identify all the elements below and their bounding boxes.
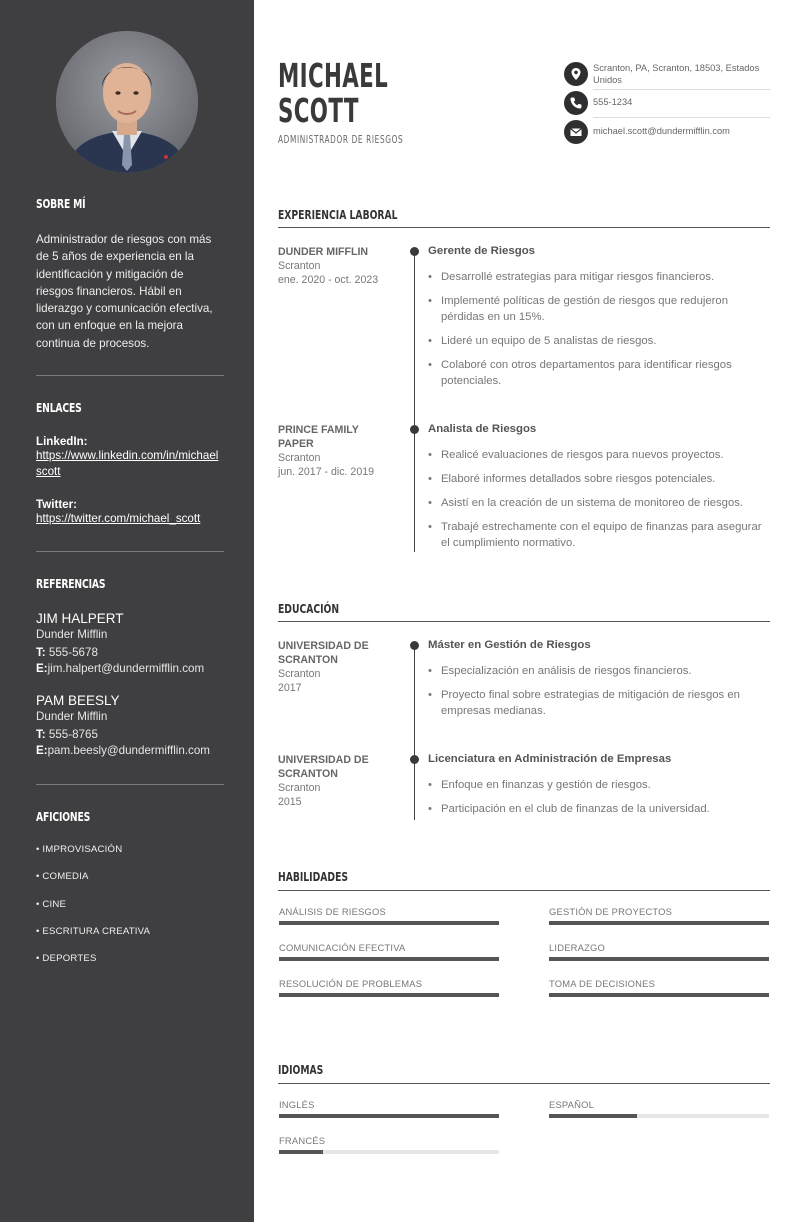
entry-title: Máster en Gestión de Riesgos bbox=[428, 639, 591, 651]
linkedin-url[interactable]: https://www.linkedin.com/in/michaelscott bbox=[36, 449, 219, 478]
entry-bullet: • Participación en el club de finanzas de la universidad. bbox=[428, 801, 770, 817]
language-item bbox=[279, 1135, 499, 1146]
skill-bar bbox=[279, 957, 499, 961]
entry-dates: ene. 2020 - oct. 2023 bbox=[278, 274, 379, 286]
name-last: SCOTT bbox=[278, 91, 359, 130]
entry-bullet: • Colaboré con otros departamentos para identificar riesgos potenciales. bbox=[428, 357, 770, 389]
sidebar-divider bbox=[36, 375, 224, 376]
skill-name: COMUNICACIÓN EFECTIVA bbox=[279, 942, 406, 953]
entry-bullet: • Elaboré informes detallados sobre riesgos potenciales. bbox=[428, 471, 770, 487]
skills-heading: HABILIDADES bbox=[278, 869, 349, 884]
timeline-dot bbox=[410, 641, 419, 650]
language-name: FRANCÉS bbox=[279, 1135, 326, 1146]
hobby-item: • DEPORTES bbox=[36, 953, 97, 964]
skill-item bbox=[549, 942, 769, 953]
entry-bullet: • Proyecto final sobre estrategias de mitigación de riesgos en empresas medianas. bbox=[428, 687, 770, 719]
envelope-icon bbox=[564, 120, 588, 144]
skill-bar-fill bbox=[549, 957, 769, 961]
timeline-dot bbox=[410, 247, 419, 256]
skill-bar bbox=[279, 993, 499, 997]
skill-item bbox=[279, 978, 499, 989]
timeline-dot bbox=[410, 425, 419, 434]
language-bar bbox=[279, 1150, 499, 1154]
entry-bullet: • Enfoque en finanzas y gestión de riesgos. bbox=[428, 777, 770, 793]
sidebar-divider bbox=[36, 784, 224, 785]
entry-title: Licenciatura en Administración de Empresas bbox=[428, 753, 672, 765]
entry-bullet: • Realicé evaluaciones de riesgos para nuevos proyectos. bbox=[428, 447, 770, 463]
profile-photo bbox=[56, 31, 198, 173]
entry-dates: 2015 bbox=[278, 796, 302, 808]
skill-bar bbox=[549, 957, 769, 961]
skill-name: TOMA DE DECISIONES bbox=[549, 978, 656, 989]
section-rule bbox=[278, 227, 770, 228]
skill-bar-fill bbox=[279, 957, 499, 961]
entry-location: Scranton bbox=[278, 668, 321, 680]
contact-divider bbox=[593, 89, 770, 90]
about-heading: SOBRE MÍ bbox=[36, 196, 86, 211]
experience-timeline bbox=[414, 251, 415, 552]
language-bar-fill bbox=[549, 1114, 637, 1118]
skill-name: LIDERAZGO bbox=[549, 942, 605, 953]
hobby-item: • CINE bbox=[36, 899, 67, 910]
skill-name: ANÁLISIS DE RIESGOS bbox=[279, 906, 386, 917]
entry-title: Gerente de Riesgos bbox=[428, 245, 535, 257]
reference-email-label: E: bbox=[36, 744, 48, 757]
link-label: Twitter: bbox=[36, 498, 78, 511]
section-rule bbox=[278, 890, 770, 891]
language-bar bbox=[279, 1114, 499, 1118]
language-bar-fill bbox=[279, 1150, 323, 1154]
skill-bar bbox=[549, 921, 769, 925]
reference-name: PAM BEESLY bbox=[36, 693, 120, 708]
skill-bar-fill bbox=[549, 921, 769, 925]
sidebar bbox=[0, 0, 254, 1222]
link-twitter bbox=[36, 498, 224, 527]
reference-email-label: E: bbox=[36, 662, 48, 675]
hobby-item: • IMPROVISACIÓN bbox=[36, 844, 123, 855]
skill-bar bbox=[279, 921, 499, 925]
hobbies-heading: AFICIONES bbox=[36, 809, 91, 824]
person-name bbox=[278, 58, 388, 128]
skill-bar-fill bbox=[279, 993, 499, 997]
reference-phone: 555-5678 bbox=[48, 646, 98, 659]
entry-location: Scranton bbox=[278, 782, 321, 794]
skill-item bbox=[549, 978, 769, 989]
twitter-url[interactable]: https://twitter.com/michael_scott bbox=[36, 512, 201, 525]
experience-heading: EXPERIENCIA LABORAL bbox=[278, 207, 398, 222]
reference-email: jim.halpert@dundermifflin.com bbox=[47, 662, 205, 675]
reference-phone-label: T: bbox=[36, 728, 46, 741]
languages-heading: IDIOMAS bbox=[278, 1062, 324, 1077]
reference-name: JIM HALPERT bbox=[36, 611, 124, 626]
entry-org: PRINCE FAMILY PAPER bbox=[278, 424, 359, 450]
education-heading: EDUCACIÓN bbox=[278, 601, 340, 616]
sidebar-divider bbox=[36, 551, 224, 552]
entry-org: UNIVERSIDAD DE SCRANTON bbox=[278, 754, 369, 780]
language-item bbox=[279, 1099, 499, 1110]
entry-location: Scranton bbox=[278, 452, 321, 464]
reference-company: Dunder Mifflin bbox=[36, 710, 108, 723]
entry-bullet: • Implementé políticas de gestión de riesgos que redujeron pérdidas en un 15%. bbox=[428, 293, 770, 325]
entry-dates: jun. 2017 - dic. 2019 bbox=[278, 466, 375, 478]
entry-title: Analista de Riesgos bbox=[428, 423, 537, 435]
skill-bar bbox=[549, 993, 769, 997]
entry-bullet: • Especialización en análisis de riesgos financieros. bbox=[428, 663, 770, 679]
timeline-dot bbox=[410, 755, 419, 764]
entry-bullet: • Lideré un equipo de 5 analistas de riesgos. bbox=[428, 333, 770, 349]
reference-item bbox=[36, 611, 224, 677]
skill-bar-fill bbox=[549, 993, 769, 997]
about-text: Administrador de riesgos con más de 5 años de experiencia en la identificación y mitigación de riesgos financieros. Hábil en liderazgo y comunicación efectiva, con un enfoque en la mejora continua de procesos. bbox=[36, 233, 213, 350]
name-first: MICHAEL bbox=[278, 56, 389, 95]
main-content bbox=[278, 0, 770, 1222]
contact-divider bbox=[593, 117, 770, 118]
entry-location: Scranton bbox=[278, 260, 321, 272]
reference-phone-label: T: bbox=[36, 646, 46, 659]
link-label: LinkedIn: bbox=[36, 435, 88, 448]
language-name: ESPAÑOL bbox=[549, 1099, 594, 1110]
reference-company: Dunder Mifflin bbox=[36, 628, 108, 641]
map-pin-icon bbox=[564, 62, 588, 86]
links-heading: ENLACES bbox=[36, 400, 82, 415]
hobby-item: • COMEDIA bbox=[36, 871, 89, 882]
language-bar bbox=[549, 1114, 769, 1118]
entry-bullet: • Trabajé estrechamente con el equipo de finanzas para asegurar el cumplimiento normativo. bbox=[428, 519, 770, 551]
section-rule bbox=[278, 1083, 770, 1084]
phone-text: 555-1234 bbox=[593, 97, 633, 107]
skill-item bbox=[549, 906, 769, 917]
phone-icon bbox=[564, 91, 588, 115]
address-text: Scranton, PA, Scranton, 18503, Estados Unidos bbox=[593, 63, 760, 85]
language-bar-fill bbox=[279, 1114, 499, 1118]
hobby-item: • ESCRITURA CREATIVA bbox=[36, 926, 151, 937]
entry-dates: 2017 bbox=[278, 682, 302, 694]
entry-bullet: • Desarrollé estrategias para mitigar riesgos financieros. bbox=[428, 269, 770, 285]
reference-email: pam.beesly@dundermifflin.com bbox=[47, 744, 210, 757]
references-heading: REFERENCIAS bbox=[36, 576, 106, 591]
skill-item bbox=[279, 906, 499, 917]
skill-name: RESOLUCIÓN DE PROBLEMAS bbox=[279, 978, 423, 989]
language-name: INGLÉS bbox=[279, 1099, 315, 1110]
entry-org: DUNDER MIFFLIN bbox=[278, 246, 369, 258]
education-timeline bbox=[414, 645, 415, 820]
email-text[interactable]: michael.scott@dundermifflin.com bbox=[593, 126, 730, 136]
entry-org: UNIVERSIDAD DE SCRANTON bbox=[278, 640, 369, 666]
reference-item bbox=[36, 693, 224, 759]
link-linkedin bbox=[36, 435, 224, 480]
skill-name: GESTIÓN DE PROYECTOS bbox=[549, 906, 673, 917]
person-role: ADMINISTRADOR DE RIESGOS bbox=[278, 134, 404, 146]
section-rule bbox=[278, 621, 770, 622]
skill-item bbox=[279, 942, 499, 953]
skill-bar-fill bbox=[279, 921, 499, 925]
entry-bullet: • Asistí en la creación de un sistema de monitoreo de riesgos. bbox=[428, 495, 770, 511]
reference-phone: 555-8765 bbox=[48, 728, 98, 741]
language-item bbox=[549, 1099, 769, 1110]
